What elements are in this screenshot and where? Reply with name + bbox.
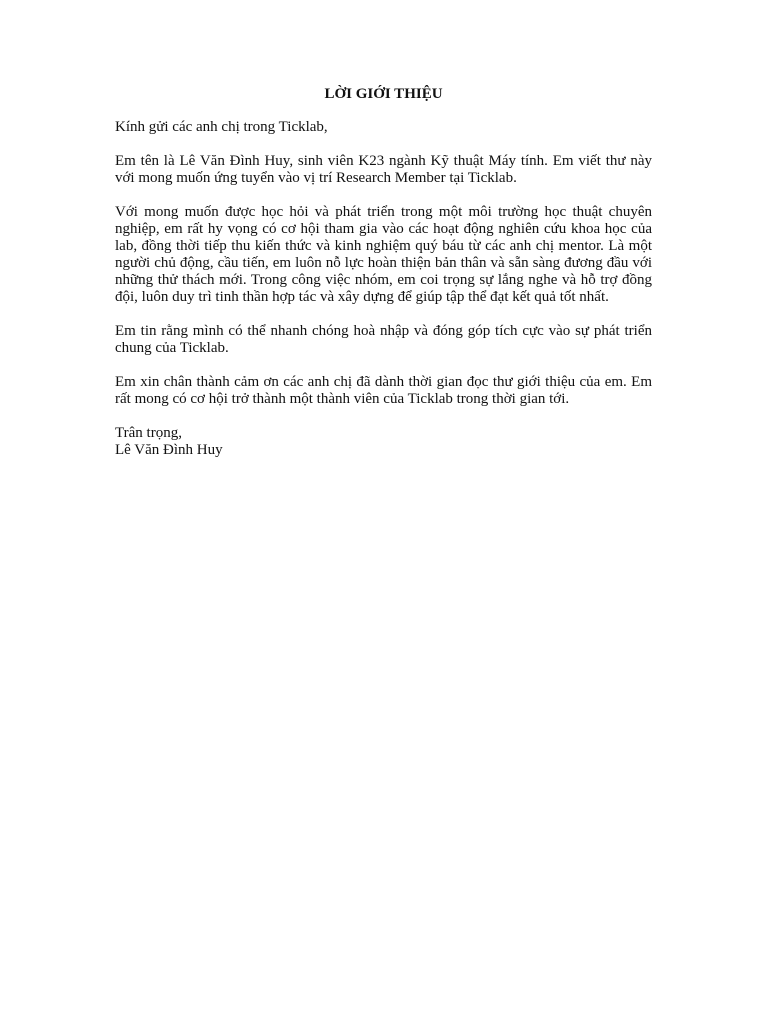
letter-paragraph-3: Em tin rằng mình có thể nhanh chóng hoà nhập và đóng góp tích cực vào sự phát triển chung của Ticklab. xyxy=(115,323,652,356)
letter-signature: Lê Văn Đình Huy xyxy=(115,442,223,458)
letter-closing: Trân trọng, xyxy=(115,425,182,441)
letter-paragraph-2: Với mong muốn được học hỏi và phát triển trong một môi trường học thuật chuyên nghiệp, em rất hy vọng có cơ hội tham gia vào các hoạt động nghiên cứu khoa học của lab, đồng thời tiếp thu kiến thức và kinh nghiệm quý báu từ các anh chị mentor. Là một người chủ động, cầu tiến, em luôn nỗ lực hoàn thiện bản thân và sẵn sàng đương đầu với những thử thách mới. Trong công việc nhóm, em coi trọng sự lắng nghe và hỗ trợ đồng đội, luôn duy trì tinh thần hợp tác và xây dựng để giúp tập thể đạt kết quả tốt nhất. xyxy=(115,204,652,305)
letter-body xyxy=(115,86,652,459)
letter-paragraph-4: Em xin chân thành cảm ơn các anh chị đã dành thời gian đọc thư giới thiệu của em. Em rất mong có cơ hội trở thành một thành viên của Ticklab trong thời gian tới. xyxy=(115,374,652,407)
letter-paragraph-1: Em tên là Lê Văn Đình Huy, sinh viên K23 ngành Kỹ thuật Máy tính. Em viết thư này với mong muốn ứng tuyển vào vị trí Research Member tại Ticklab. xyxy=(115,153,652,186)
letter-greeting: Kính gửi các anh chị trong Ticklab, xyxy=(115,119,328,135)
letter-signoff xyxy=(115,425,652,459)
letter-title: LỜI GIỚI THIỆU xyxy=(324,86,443,102)
